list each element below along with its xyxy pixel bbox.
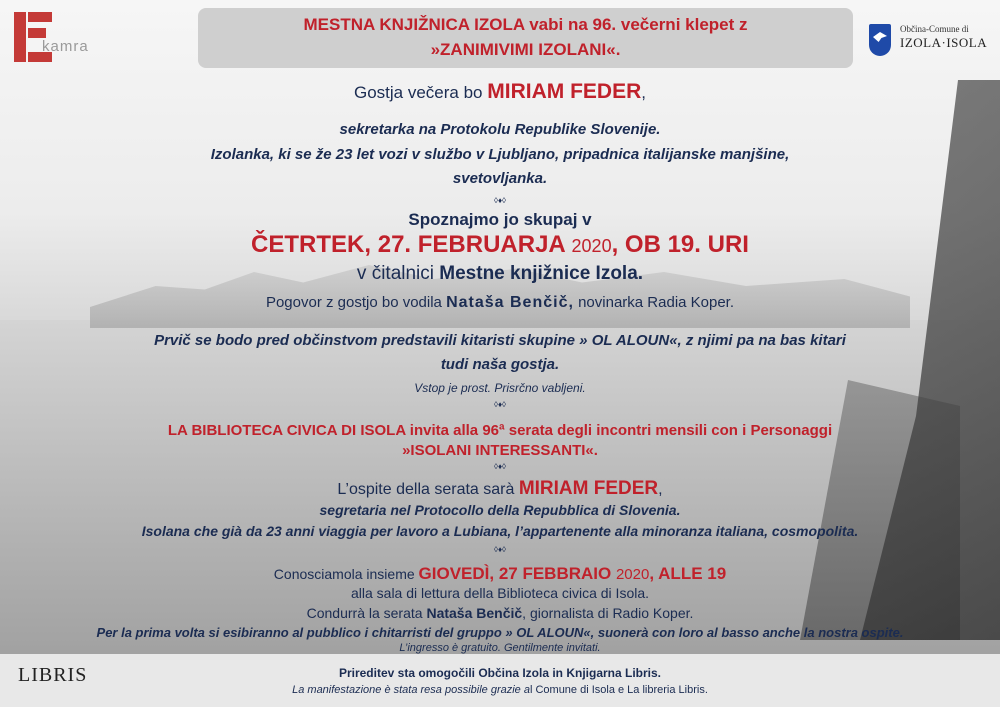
municipality-name: IZOLA·ISOLA	[900, 35, 988, 50]
footer-line-1: Prireditev sta omogočili Občina Izola in Knjigarna Libris.	[338, 666, 662, 680]
separator: ◊♦◊	[494, 462, 506, 471]
it-role: segretaria nel Protocollo della Repubblica di Slovenia.	[319, 502, 681, 518]
sl-date: ČETRTEK, 27. FEBRUARJA 2020, OB 19. URI	[251, 231, 749, 258]
logo-text: kamra	[42, 38, 89, 55]
footer-line-2: La manifestazione è stata resa possibile grazie al Comune di Isola e La libreria Libris.	[292, 684, 708, 696]
footer-bar	[0, 654, 1000, 707]
sl-role: sekretarka na Protokolu Republike Slovenije.	[339, 121, 661, 138]
separator: ◊♦◊	[494, 545, 506, 554]
separator: ◊♦◊	[494, 196, 506, 205]
it-invite-2: »ISOLANI INTERESSANTI«.	[402, 442, 598, 459]
it-date: Conosciamola insieme GIOVEDÌ, 27 FEBBRAIO 2020, ALLE 19	[273, 564, 727, 583]
header-banner	[198, 8, 853, 68]
it-invite-1: LA BIBLIOTECA CIVICA DI ISOLA invita alla 96ª serata degli incontri mensili con i Personaggi	[167, 422, 833, 439]
sl-bio-1: Izolanka, ki se že 23 let vozi v službo v Ljubljano, pripadnica italijanske manjšine,	[210, 146, 790, 163]
logo-bar	[28, 28, 46, 38]
logo-bar	[28, 12, 52, 22]
sl-guest-line: Gostja večera bo MIRIAM FEDER,	[354, 80, 646, 103]
municipality-label: Občina-Comune di	[900, 24, 969, 34]
kamra-logo	[12, 8, 122, 88]
it-music: Per la prima volta si esibiranno al pubblico i chitarristi del gruppo » OL ALOUN«, suonerà con loro al basso anche la nostra ospite.	[96, 625, 904, 640]
sl-guest-name: MIRIAM FEDER	[487, 80, 642, 103]
it-host: Condurrà la serata Nataša Benčič, giornalista di Radio Koper.	[306, 605, 694, 621]
sl-entry: Vstop je prost. Prisrčno vabljeni.	[414, 381, 586, 395]
logo-bar	[14, 12, 26, 62]
sl-meet: Spoznajmo jo skupaj v	[408, 210, 592, 229]
it-bio: Isolana che già da 23 anni viaggia per lavoro a Lubiana, l’appartenente alla minoranza italiana, cosmopolita.	[141, 523, 859, 539]
sl-place: v čitalnici Mestne knjižnice Izola.	[356, 263, 644, 284]
separator: ◊♦◊	[494, 400, 506, 409]
libris-logo: LIBRIS	[18, 664, 88, 686]
it-entry: L’ingresso è gratuito. Gentilmente invitati.	[399, 642, 601, 654]
it-place: alla sala di lettura della Biblioteca civica di Isola.	[350, 585, 650, 601]
coat-of-arms-icon	[869, 24, 891, 56]
izola-municipality-logo	[864, 24, 994, 64]
it-guest-name: MIRIAM FEDER	[518, 478, 659, 499]
sl-music-1: Prvič se bodo pred občinstvom predstavili kitaristi skupine » OL ALOUN«, z njimi pa na bas kitari	[154, 332, 846, 349]
sl-music-2: tudi naša gostja.	[440, 356, 560, 373]
header-line-2: »ZANIMIVIMI IZOLANI«.	[430, 40, 621, 59]
it-guest-line: L’ospite della serata sarà MIRIAM FEDER,	[337, 478, 663, 499]
sl-host: Pogovor z gostjo bo vodila Nataša Benčič, novinarka Radia Koper.	[265, 294, 735, 311]
header-line-1: MESTNA KNJIŽNICA IZOLA vabi na 96. večerni klepet z	[303, 15, 748, 34]
sl-bio-2: svetovljanka.	[452, 170, 548, 187]
